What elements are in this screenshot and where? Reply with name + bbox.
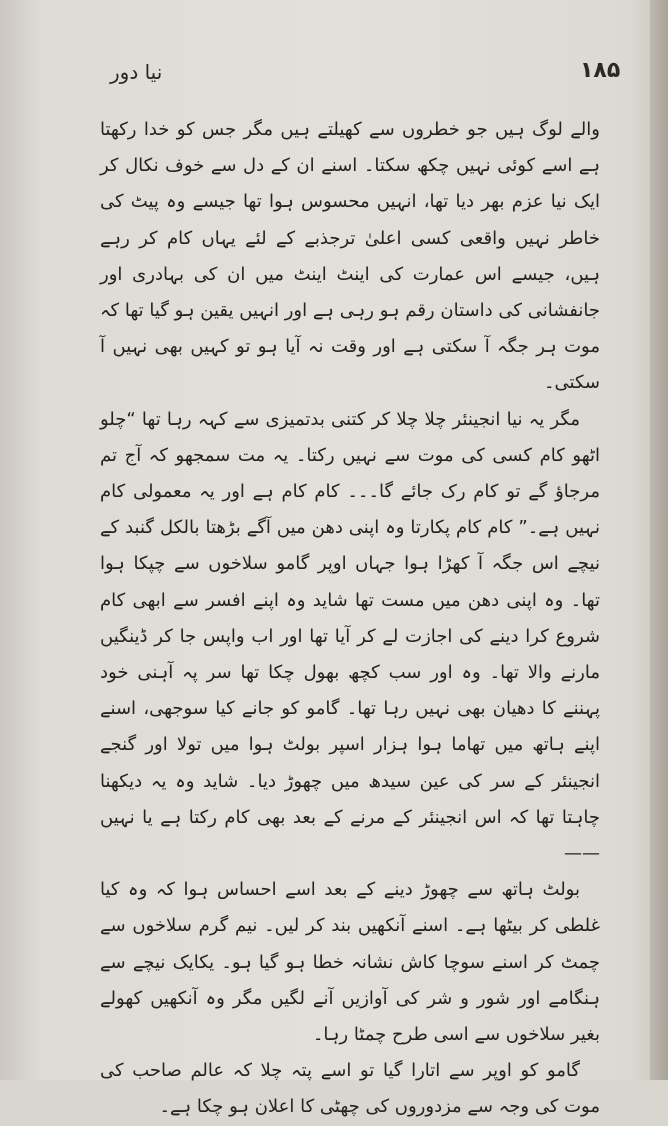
page-number: ۱۸۵ [580, 58, 621, 83]
paragraph: والے لوگ ہیں جو خطروں سے کھیلتے ہیں مگر جس کو خدا رکھتا ہے اسے کوئی نہیں چکھ سکتا۔ اسنے ان کے دل سے خوف نکال کر ایک نیا عزم بھر دیا تھا، انہیں محسوس ہوا تھا جیسے وہ پیٹ کی خاطر نہیں واقعی کسی اعلیٰ ترجذبے کے لئے یہاں کام کر رہے ہیں، جیسے اس عمارت کی اینٹ اینٹ میں ان کی بہادری اور جانفشانی کی داستان رقم ہو رہی ہے اور انہیں یقین ہو گیا تھا کہ موت ہر جگہ آ سکتی ہے اور وقت نہ آیا ہو تو کہیں بھی نہیں آ سکتی۔ [100, 119, 600, 394]
paragraph: گامو کو اوپر سے اتارا گیا تو اسے پتہ چلا کہ عالم صاحب کی موت کی وجہ سے مزدوروں کی چھٹی کا اعلان ہو چکا ہے۔ [100, 1060, 600, 1118]
page-header [0, 0, 668, 100]
paragraph: بولٹ ہاتھ سے چھوڑ دینے کے بعد اسے احساس ہوا کہ وہ کیا غلطی کر بیٹھا ہے۔ اسنے آنکھیں بند کر لیں۔ نیم گرم سلاخوں سے چمٹ کر اسنے سوچا کاش نشانہ خطا ہو گیا ہو۔ یکایک نیچے سے ہنگامے اور شور و شر کی آوازیں آنے لگیں مگر وہ آنکھیں کھولے بغیر سلاخوں سے اسی طرح چمٹا رہا۔ [100, 879, 600, 1046]
running-title: نیا دور [110, 60, 163, 84]
paragraph: مگر یہ نیا انجینئر چلا چلا کر کتنی بدتمیزی سے کہہ رہا تھا “چلو اٹھو کام کسی کی موت سے نہیں رکتا۔ یہ مت سمجھو کہ آج تم مرجاؤ گے تو کام رک جائے گا۔۔۔ کام کام ہے اور یہ معمولی کام نہیں ہے۔” کام کام پکارتا وہ اپنی دھن میں آگے بڑھتا بالکل گنبد کے نیچے اس جگہ آ کھڑا ہوا جہاں اوپر گامو سلاخوں سے چپکا ہوا تھا۔ وہ اپنی دھن میں مست تھا شاید وہ اپنے افسر سے ابھی کام شروع کرا دینے کی اجازت لے کر آیا تھا اور اب واپس جا کر ڈینگیں مارنے والا تھا۔ وہ اور سب کچھ بھول چکا تھا سر پہ آہنی خود پہننے کا دھیان بھی نہیں رہا تھا۔ گامو کو جانے کیا سوجھی، اسنے اپنے ہاتھ میں تھاما ہوا ہزار اسپر بولٹ ہوا میں تولا اور گنجے انجینئر کے سر کی عین سیدھ میں چھوڑ دیا۔ شاید وہ یہ دیکھنا چاہتا تھا کہ اس انجینئر کے مرنے کے بعد بھی کام رکتا ہے یا نہیں —— [100, 408, 600, 865]
body-text [100, 112, 600, 1126]
page-spine-shadow [650, 0, 668, 1080]
